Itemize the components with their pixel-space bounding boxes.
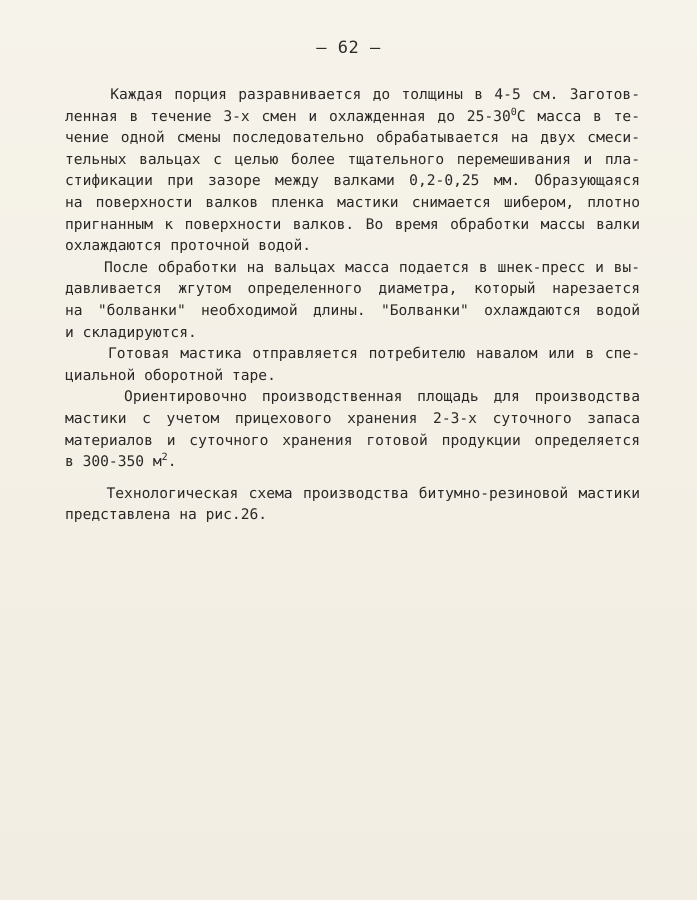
- paragraph-2: [65, 257, 640, 343]
- text-line: и складируются.: [65, 323, 197, 341]
- text-line: материалов и суточного хранения готовой продукции определяется: [65, 431, 640, 449]
- text-line: представлена на рис.26.: [65, 506, 268, 524]
- text-line-part: С масса в те-: [516, 107, 640, 125]
- text-line: стификации при зазоре между валками 0,2-0,25 мм. Образующаяся: [65, 172, 640, 190]
- text-line: После обработки на вальцах масса подается в шнек-пресс и вы-: [65, 258, 640, 276]
- body-text: [65, 84, 640, 526]
- text-line-part: ленная в течение 3-х смен и охлажденная до 25-30: [65, 107, 511, 125]
- paragraph-1: [65, 84, 640, 257]
- text-line: Готовая мастика отправляется потребителю навалом или в спе-: [65, 345, 640, 363]
- text-line: чение одной смены последовательно обрабатывается на двух смеси-: [65, 129, 640, 147]
- text-line: Технологическая схема производства битумно-резиновой мастики: [65, 484, 640, 502]
- text-line: охлаждаются проточной водой.: [65, 237, 312, 255]
- paragraph-4: [65, 386, 640, 472]
- paragraph-5: [65, 483, 640, 526]
- text-line: на "болванки" необходимой длины. "Болванки" охлаждаются водой: [65, 301, 640, 319]
- text-line: Ориентировочно производственная площадь для производства: [65, 388, 640, 406]
- page-number: — 62 —: [316, 38, 381, 58]
- text-line: мастики с учетом прицехового хранения 2-3-х суточного запаса: [65, 409, 640, 427]
- paragraph-spacer: [65, 473, 640, 483]
- text-line: давливается жгутом определенного диаметра, который нарезается: [65, 280, 640, 298]
- text-line: тельных вальцах с целью более тщательного перемешивания и пла-: [65, 150, 640, 168]
- degree-superscript: 0: [510, 106, 517, 118]
- text-line: циальной оборотной таре.: [65, 366, 276, 384]
- text-line-with-superscript: [65, 106, 640, 128]
- text-line: Каждая порция разравнивается до толщины в 4-5 см. Заготов-: [65, 86, 640, 103]
- paragraph-3: [65, 343, 640, 386]
- square-superscript: 2: [161, 452, 168, 464]
- text-line-with-superscript: [65, 451, 640, 473]
- text-line-part: в 300-350 м: [65, 453, 162, 471]
- text-line-part: .: [167, 453, 177, 471]
- text-line: на поверхности валков пленка мастики снимается шибером, плотно: [65, 193, 640, 211]
- text-line: пригнанным к поверхности валков. Во время обработки массы валки: [65, 215, 640, 233]
